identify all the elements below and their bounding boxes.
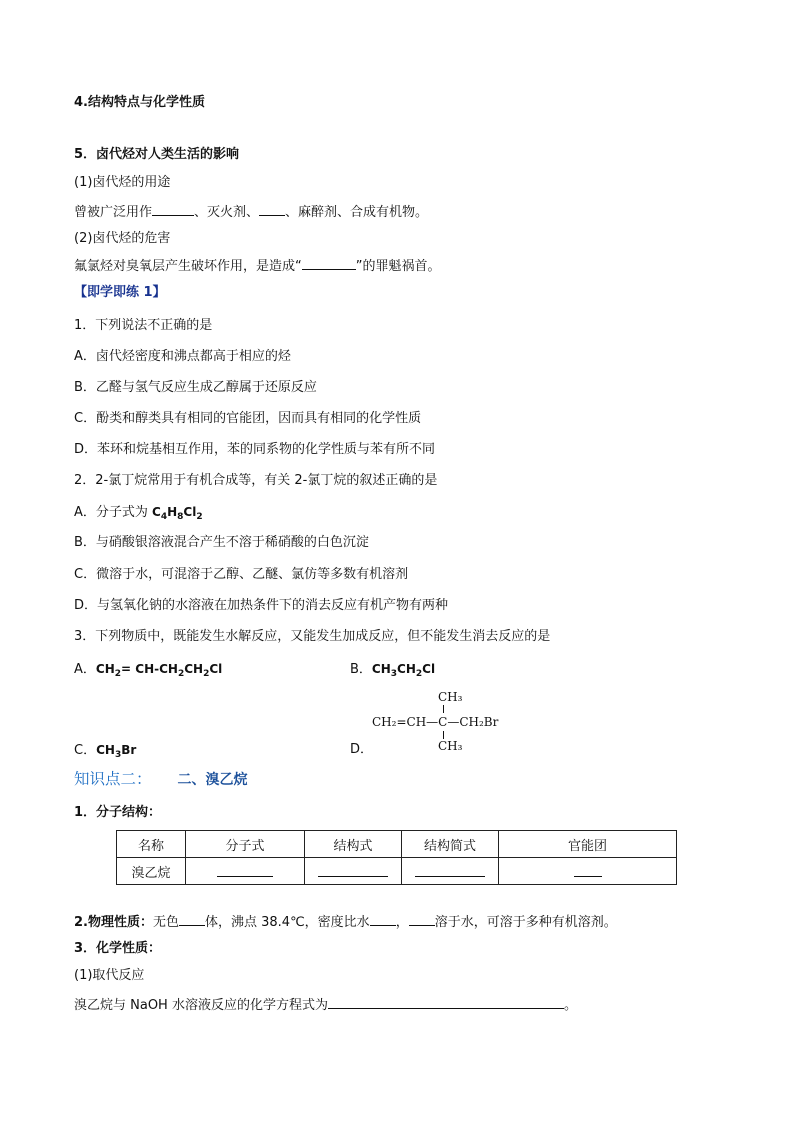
chemical-properties-title: 3．化学性质：	[74, 941, 162, 956]
table-header: 结构式	[305, 831, 402, 858]
uses-subtitle: (1)卤代烃的用途	[74, 175, 171, 190]
q3-option-d[interactable]: D．	[350, 742, 374, 757]
fill-blank[interactable]	[409, 912, 435, 926]
q3-option-c[interactable]: C．$CH_3Br$	[74, 743, 137, 760]
substitution-subtitle: (1)取代反应	[74, 968, 145, 983]
table-header: 名称	[117, 831, 186, 858]
table-header: 分子式	[186, 831, 305, 858]
q1-stem: 1．下列说法不正确的是	[74, 318, 213, 333]
hazards-subtitle: (2)卤代烃的危害	[74, 231, 171, 246]
q2-option-a[interactable]: A．分子式为 $C_4H_8Cl_2$	[74, 505, 203, 522]
bromoethane-table	[116, 830, 677, 885]
fill-blank[interactable]	[217, 862, 273, 877]
hazards-line: 氟氯烃对臭氧层产生破坏作用，是造成“ ”的罪魁祸首。	[74, 256, 441, 276]
q2-option-c[interactable]: C．微溶于水，可混溶于乙醇、乙醚、氯仿等多数有机溶剂	[74, 567, 409, 582]
formula: $CH_3Br$	[96, 743, 137, 760]
fill-blank[interactable]	[415, 862, 485, 877]
fill-blank[interactable]	[318, 862, 388, 877]
q3-stem: 3．下列物质中，既能发生水解反应，又能发生加成反应，但不能发生消去反应的是	[74, 629, 551, 644]
substitution-line: 溴乙烷与 NaOH 水溶液反应的化学方程式为 。	[74, 995, 577, 1015]
practice-title: 【即学即练 1】	[74, 285, 166, 300]
table-header: 结构简式	[402, 831, 499, 858]
fill-blank[interactable]	[179, 912, 205, 926]
fill-blank[interactable]	[370, 912, 396, 926]
formula: $CH_3CH_2Cl$	[371, 662, 436, 679]
q2-stem: 2．2-氯丁烷常用于有机合成等，有关 2-氯丁烷的叙述正确的是	[74, 473, 438, 488]
section-4-title: 4.结构特点与化学性质	[74, 95, 205, 110]
physical-properties-line: 2.物理性质：无色 体，沸点 38.4℃，密度比水 ， 溶于水，可溶于多种有机溶剂。	[74, 912, 617, 932]
fill-blank[interactable]	[152, 202, 194, 216]
q2-option-b[interactable]: B．与硝酸银溶液混合产生不溶于稀硝酸的白色沉淀	[74, 535, 369, 550]
q3-option-b[interactable]: B．$CH_3CH_2Cl$	[350, 662, 436, 679]
q3-option-a[interactable]: A．$CH_2= CH-CH_2CH_2Cl$	[74, 662, 223, 679]
table-cell-name: 溴乙烷	[117, 858, 186, 885]
knowledge-point-2: 知识点二： 二、溴乙烷	[74, 770, 248, 788]
section-5-title: 5．卤代烃对人类生活的影响	[74, 147, 240, 162]
q1-option-d[interactable]: D．苯环和烷基相互作用，苯的同系物的化学性质与苯有所不同	[74, 442, 436, 457]
q1-option-a[interactable]: A．卤代烃密度和沸点都高于相应的烃	[74, 349, 291, 364]
table-header: 官能团	[499, 831, 677, 858]
q2-option-d[interactable]: D．与氢氧化钠的水溶液在加热条件下的消去反应有机产物有两种	[74, 598, 449, 613]
fill-blank[interactable]	[574, 862, 602, 877]
fill-blank[interactable]	[302, 256, 356, 270]
q3-option-d-structure: CH₃ CH₂=CH—C—CH₂Br CH₃	[372, 690, 499, 753]
fill-blank[interactable]	[259, 202, 285, 216]
uses-line: 曾被广泛用作 、灭火剂、 、麻醉剂、合成有机物。	[74, 202, 428, 222]
formula: $C_4H_8Cl_2$	[152, 505, 203, 522]
q1-option-c[interactable]: C．酚类和醇类具有相同的官能团，因而具有相同的化学性质	[74, 411, 422, 426]
molecular-structure-title: 1．分子结构：	[74, 805, 162, 820]
fill-blank[interactable]	[328, 995, 564, 1009]
q1-option-b[interactable]: B．乙醛与氢气反应生成乙醇属于还原反应	[74, 380, 317, 395]
formula: $CH_2= CH-CH_2CH_2Cl$	[95, 662, 223, 679]
